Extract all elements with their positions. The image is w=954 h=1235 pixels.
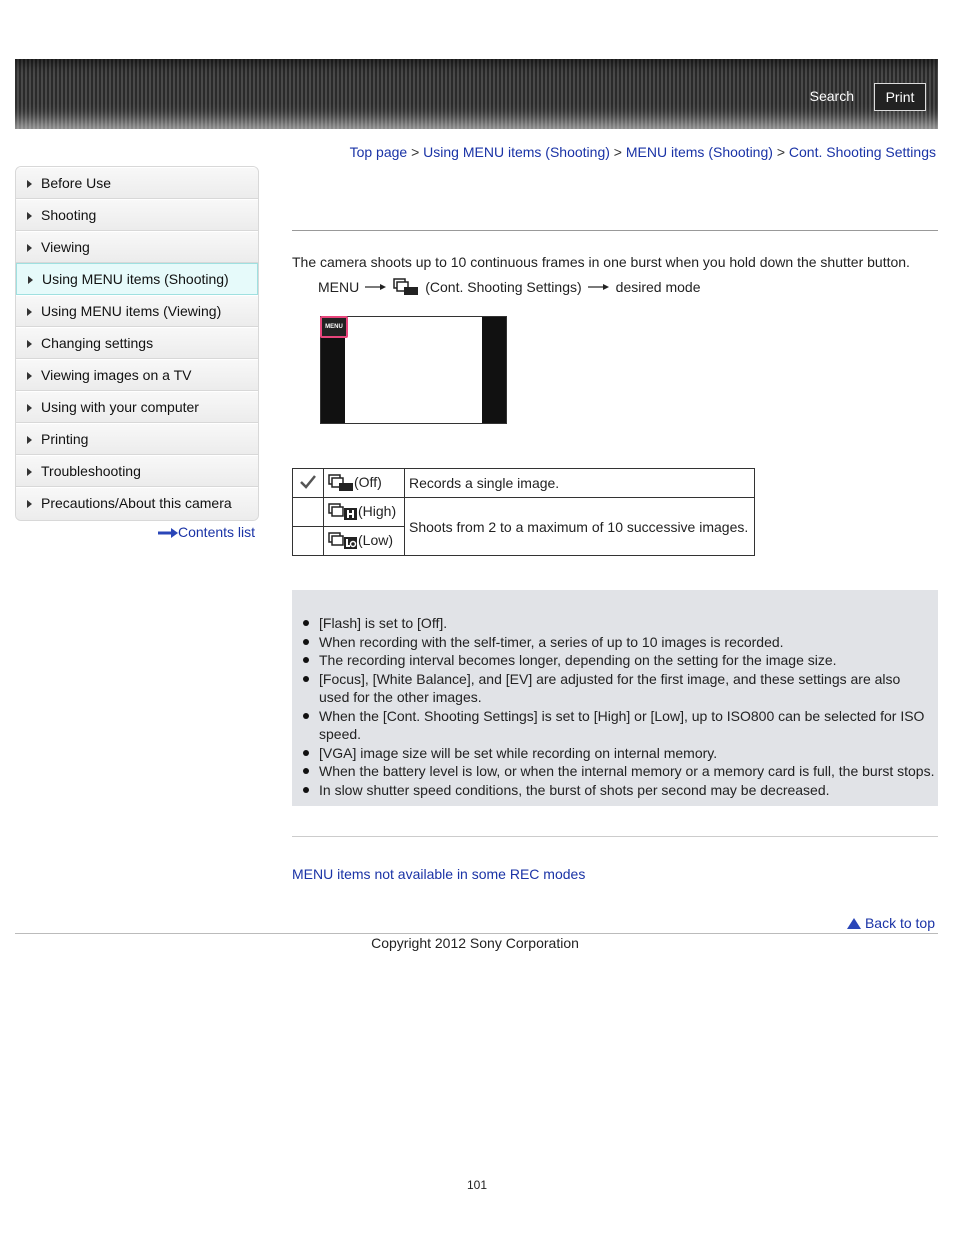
triangle-right-icon <box>27 180 32 188</box>
sidebar-item-computer[interactable] <box>16 391 258 423</box>
sidebar-item-label: Using MENU items (Viewing) <box>41 303 222 319</box>
related-topic-link[interactable]: MENU items not available in some REC modes <box>292 866 586 882</box>
breadcrumb-separator: > <box>613 144 622 160</box>
sidebar-item-changing-settings[interactable] <box>16 327 258 359</box>
menu-path <box>318 278 700 296</box>
mode-high-label: (High) <box>358 502 397 519</box>
copyright-label: Copyright 2012 Sony Corporation <box>371 935 579 951</box>
title-divider <box>292 230 938 231</box>
sidebar-item-viewing-tv[interactable] <box>16 359 258 391</box>
sidebar-item-label: Changing settings <box>41 335 154 351</box>
sidebar-item-label: Troubleshooting <box>41 463 141 479</box>
sidebar-item-printing[interactable] <box>16 423 258 455</box>
table-row <box>293 469 755 498</box>
sidebar-item-label: Using MENU items (Shooting) <box>42 271 229 287</box>
breadcrumb-separator: > <box>776 144 785 160</box>
menu-button-highlight: MENU <box>320 316 348 338</box>
triangle-right-icon <box>27 308 32 316</box>
intro-text: The camera shoots up to 10 continuous frames in one burst when you hold down the shutter button. <box>292 254 910 270</box>
contents-list-link[interactable] <box>158 524 255 540</box>
mode-off-label: (Off) <box>354 473 382 490</box>
sidebar-item-label: Shooting <box>41 207 97 223</box>
breadcrumb-separator: > <box>411 144 420 160</box>
list-item: When the [Cont. Shooting Settings] is set to [High] or [Low], up to ISO800 can be selected for ISO speed. <box>319 707 938 744</box>
cont-shooting-icon <box>393 278 419 296</box>
sidebar-item-using-menu-viewing[interactable] <box>16 295 258 327</box>
mode-low <box>324 527 405 556</box>
notes-list <box>292 590 938 799</box>
sidebar-item-label: Using with your computer <box>41 399 199 415</box>
menu-path-middle: (Cont. Shooting Settings) <box>425 279 582 295</box>
list-item: In slow shutter speed conditions, the burst of shots per second may be decreased. <box>319 781 938 800</box>
search-link[interactable]: Search <box>809 88 854 104</box>
triangle-right-icon <box>27 468 32 476</box>
sidebar-item-shooting[interactable] <box>16 199 258 231</box>
empty-cell <box>293 527 324 556</box>
triangle-right-icon <box>28 276 33 284</box>
menu-path-end: desired mode <box>615 279 701 295</box>
sidebar-item-using-menu-shooting[interactable] <box>16 263 258 295</box>
list-item: [VGA] image size will be set while recording on internal memory. <box>319 744 938 763</box>
print-button[interactable]: Print <box>874 83 926 111</box>
mode-off <box>324 469 405 498</box>
triangle-right-icon <box>27 404 32 412</box>
list-item: [Focus], [White Balance], and [EV] are adjusted for the first image, and these settings are also used for the other images. <box>319 670 938 707</box>
triangle-right-icon <box>27 212 32 220</box>
cont-shooting-high-icon <box>328 503 358 521</box>
triangle-right-icon <box>27 436 32 444</box>
breadcrumb-using-menu-shooting[interactable]: Using MENU items (Shooting) <box>423 144 610 160</box>
sidebar-nav <box>15 166 259 521</box>
screen-right-bar <box>482 317 506 423</box>
copyright-text <box>0 935 953 951</box>
sidebar-item-before-use[interactable] <box>16 167 258 199</box>
arrow-right-icon <box>365 282 387 292</box>
triangle-up-icon <box>847 918 861 929</box>
breadcrumb-top-page[interactable]: Top page <box>349 144 408 160</box>
list-item: When the battery level is low, or when the internal memory or a memory card is full, the burst stops. <box>319 762 938 781</box>
empty-cell <box>293 498 324 527</box>
sidebar-item-viewing[interactable] <box>16 231 258 263</box>
triangle-right-icon <box>27 500 32 508</box>
triangle-right-icon <box>27 244 32 252</box>
mode-table <box>292 468 755 556</box>
contents-list-label: Contents list <box>178 524 256 540</box>
checkmark-icon <box>299 474 317 490</box>
checkmark-cell <box>293 469 324 498</box>
arrow-right-icon <box>588 282 610 292</box>
mode-low-label: (Low) <box>358 531 394 548</box>
sidebar-item-label: Printing <box>41 431 89 447</box>
mode-off-description: Records a single image. <box>405 469 755 498</box>
triangle-right-icon <box>27 340 32 348</box>
sidebar-item-label: Before Use <box>41 175 112 191</box>
header-bar <box>15 59 938 129</box>
menu-path-start: MENU <box>318 279 360 295</box>
section-divider <box>292 836 938 837</box>
sidebar-item-precautions[interactable] <box>16 487 258 520</box>
camera-screen-illustration <box>320 316 507 424</box>
table-row <box>293 498 755 527</box>
sidebar-item-label: Viewing images on a TV <box>41 367 192 383</box>
page-number: 101 <box>466 1178 488 1192</box>
mode-high-low-description: Shoots from 2 to a maximum of 10 successive images. <box>405 498 755 556</box>
cont-shooting-off-icon <box>328 474 354 492</box>
sidebar-item-label: Precautions/About this camera <box>41 495 232 511</box>
breadcrumb <box>350 144 936 160</box>
back-to-top-label: Back to top <box>864 915 935 931</box>
footer-divider <box>15 933 938 934</box>
mode-high <box>324 498 405 527</box>
cont-shooting-low-icon <box>328 532 358 550</box>
breadcrumb-menu-items-shooting[interactable]: MENU items (Shooting) <box>625 144 773 160</box>
list-item: [Flash] is set to [Off]. <box>319 614 938 633</box>
sidebar-item-troubleshooting[interactable] <box>16 455 258 487</box>
back-to-top-link[interactable] <box>847 915 935 931</box>
sidebar-item-label: Viewing <box>41 239 90 255</box>
breadcrumb-cont-shooting[interactable]: Cont. Shooting Settings <box>788 144 936 160</box>
triangle-right-icon <box>27 372 32 380</box>
notes-box <box>292 590 938 806</box>
list-item: When recording with the self-timer, a series of up to 10 images is recorded. <box>319 633 938 652</box>
list-item: The recording interval becomes longer, depending on the setting for the image size. <box>319 651 938 670</box>
arrow-right-icon <box>158 528 178 538</box>
